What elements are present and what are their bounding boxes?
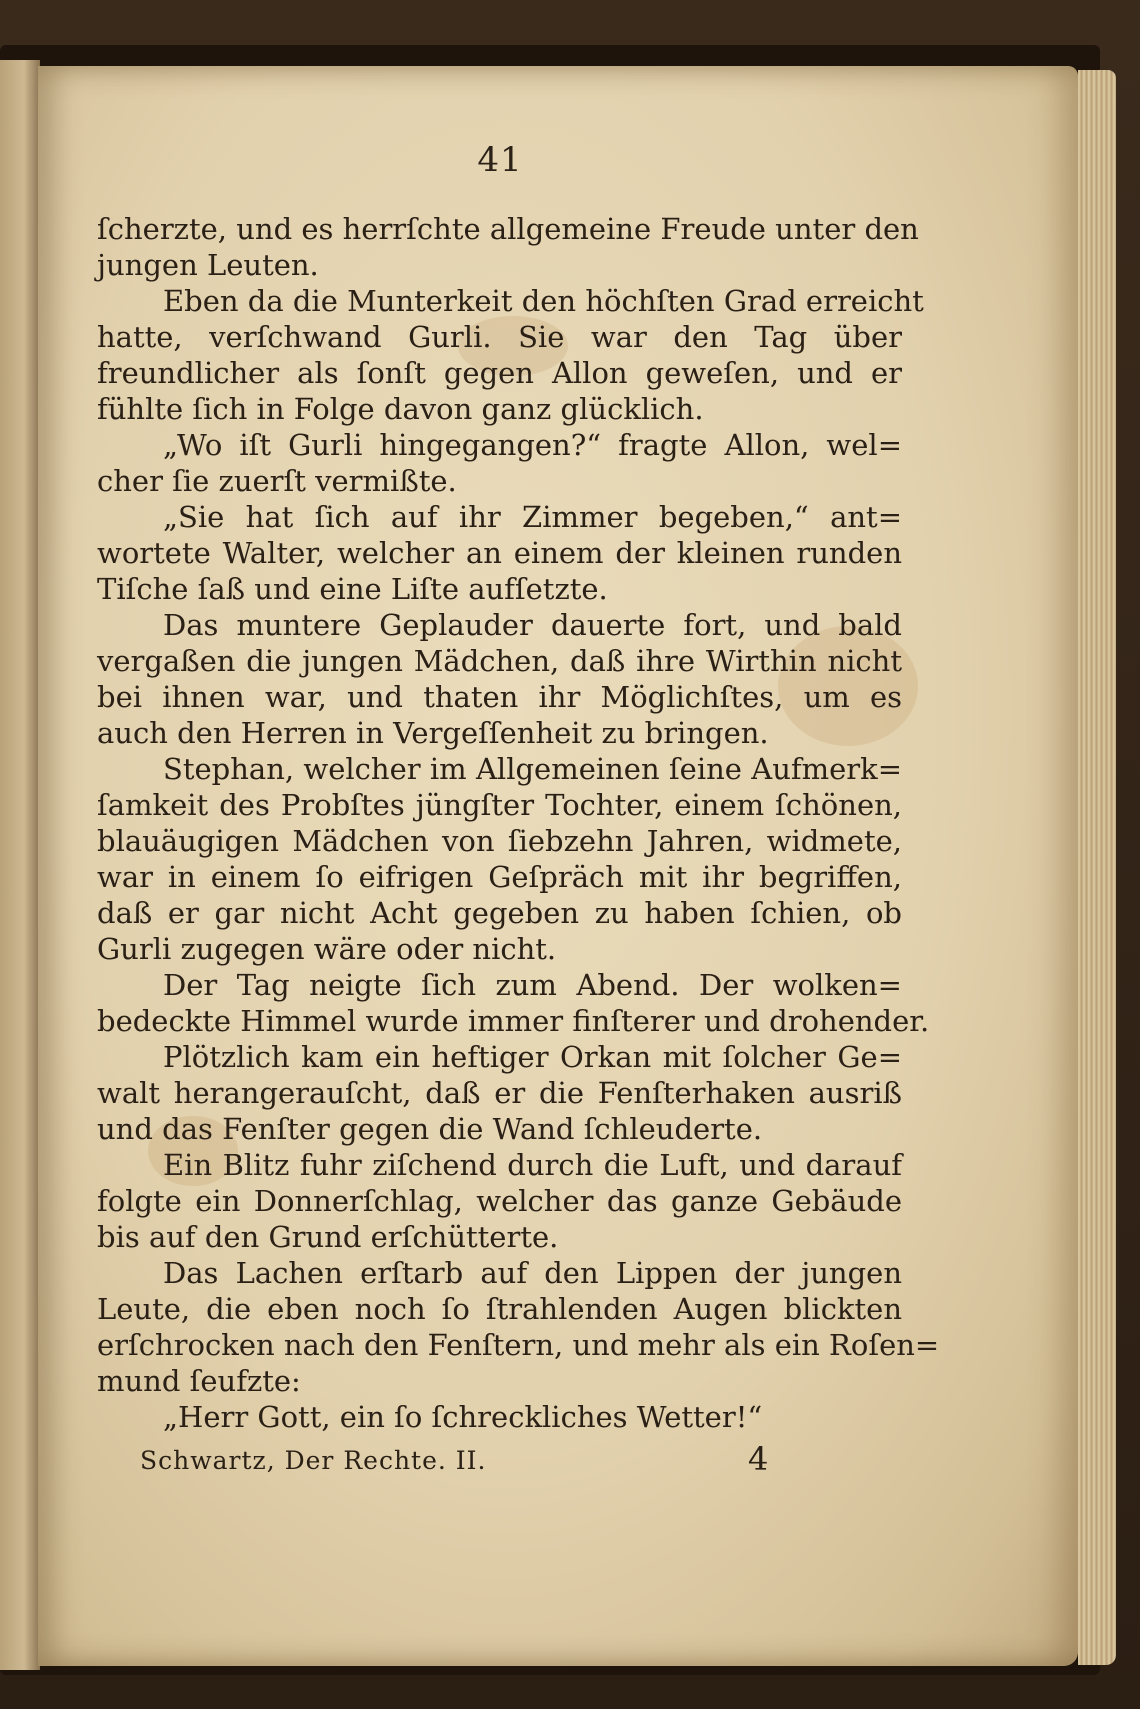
text-line: Stephan, welcher im Allgemeinen ſeine Aufmerk=	[163, 752, 902, 786]
text-line: „Wo iſt Gurli hingegangen?“ fragte Allon, wel=	[163, 428, 902, 462]
signature-mark: Schwartz, Der Rechte. II.	[140, 1446, 487, 1475]
text-line: Tiſche ſaß und eine Liſte aufſetzte.	[97, 572, 608, 606]
previous-page-edge	[0, 60, 40, 1670]
text-line: Leute, die eben noch ſo ſtrahlenden Augen blickten	[97, 1292, 902, 1326]
page-number: 41	[477, 140, 523, 180]
text-line: Eben da die Munterkeit den höchſten Grad erreicht	[163, 284, 924, 318]
text-line: hatte, verſchwand Gurli. Sie war den Tag über	[97, 320, 902, 354]
text-line: freundlicher als ſonſt gegen Allon geweſen, und er	[97, 356, 902, 390]
text-line: „Herr Gott, ein ſo ſchreckliches Wetter!“	[163, 1400, 763, 1434]
text-line: Gurli zugegen wäre oder nicht.	[97, 932, 557, 966]
text-line: erſchrocken nach den Fenſtern, und mehr als ein Roſen=	[97, 1328, 940, 1362]
text-line: cher ſie zuerſt vermißte.	[97, 464, 457, 498]
text-line: „Sie hat ſich auf ihr Zimmer begeben,“ ant=	[163, 500, 902, 534]
text-line: Das muntere Geplauder dauerte fort, und bald	[163, 608, 902, 642]
text-line: mund ſeufzte:	[97, 1364, 301, 1398]
text-line: bis auf den Grund erſchütterte.	[97, 1220, 559, 1254]
text-line: bedeckte Himmel wurde immer finſterer und drohender.	[97, 1004, 930, 1038]
page-block-edges	[1078, 70, 1116, 1665]
text-line: Das Lachen erſtarb auf den Lippen der jungen	[163, 1256, 902, 1290]
text-line: Ein Blitz fuhr ziſchend durch die Luft, und darauf	[163, 1148, 902, 1182]
text-line: folgte ein Donnerſchlag, welcher das ganze Gebäude	[97, 1184, 902, 1218]
text-line: wortete Walter, welcher an einem der kleinen runden	[97, 536, 902, 570]
text-line: auch den Herren in Vergeſſenheit zu bringen.	[97, 716, 769, 750]
text-line: walt herangerauſcht, daß er die Fenſterhaken ausriß	[97, 1076, 902, 1110]
text-line: daß er gar nicht Acht gegeben zu haben ſchien, ob	[97, 896, 902, 930]
text-line: ſamkeit des Probſtes jüngſter Tochter, einem ſchönen,	[97, 788, 902, 822]
sheet-number: 4	[748, 1440, 769, 1478]
text-line: ſcherzte, und es herrſchte allgemeine Freude unter den	[97, 212, 919, 246]
text-line: war in einem ſo eifrigen Geſpräch mit ihr begriffen,	[97, 860, 902, 894]
text-line: bei ihnen war, und thaten ihr Möglichſtes, um es	[97, 680, 902, 714]
text-line: Der Tag neigte ſich zum Abend. Der wolken=	[163, 968, 902, 1002]
text-line: jungen Leuten.	[97, 248, 319, 282]
text-line: und das Fenſter gegen die Wand ſchleuderte.	[97, 1112, 763, 1146]
text-line: vergaßen die jungen Mädchen, daß ihre Wirthin nicht	[97, 644, 902, 678]
text-line: fühlte ſich in Folge davon ganz glücklich.	[97, 392, 704, 426]
text-line: blauäugigen Mädchen von ſiebzehn Jahren, widmete,	[97, 824, 902, 858]
text-line: Plötzlich kam ein heftiger Orkan mit ſolcher Ge=	[163, 1040, 902, 1074]
